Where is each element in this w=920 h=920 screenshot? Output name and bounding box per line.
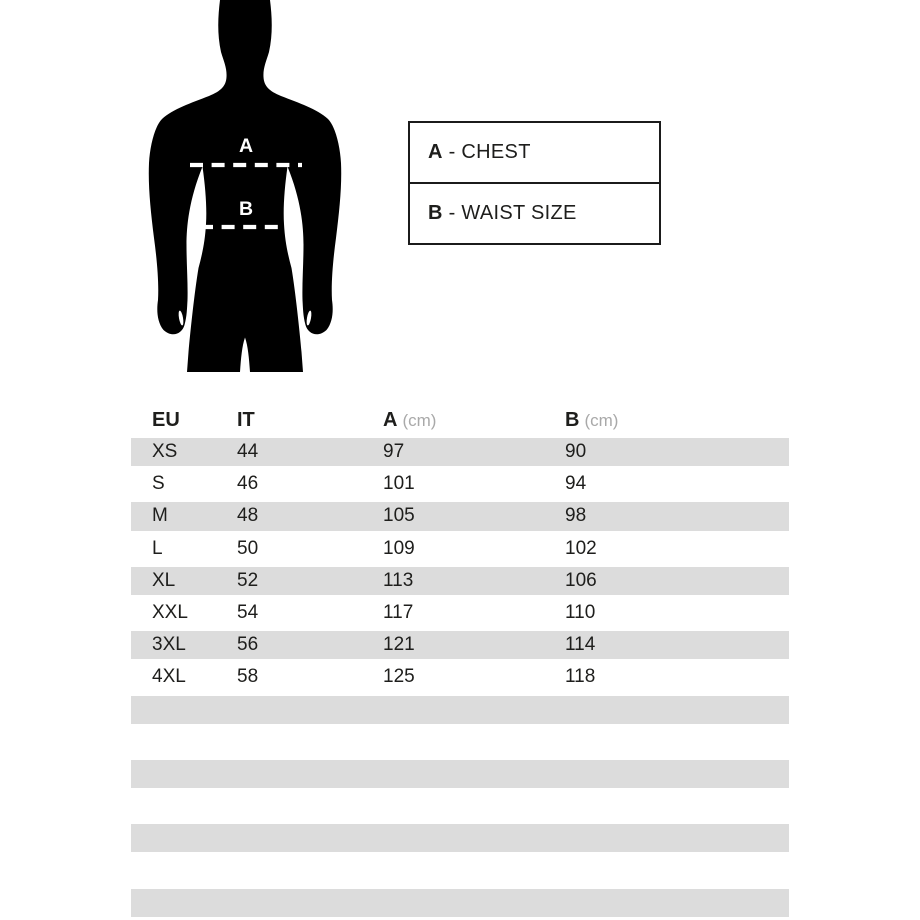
cell-eu: XXL	[152, 602, 188, 624]
measurement-legend	[408, 121, 661, 245]
header-cell-b-cm	[544, 409, 789, 432]
header-label: IT	[237, 409, 255, 431]
empty-row	[131, 854, 789, 886]
cell-b: 102	[565, 537, 597, 559]
empty-row	[131, 726, 789, 758]
cell-eu: 4XL	[152, 666, 186, 688]
header-cell-eu	[131, 409, 216, 432]
cell-b: 90	[565, 441, 587, 463]
legend-item-chest	[410, 123, 659, 182]
cell-it: 52	[237, 569, 259, 591]
header-label: EU	[152, 409, 180, 431]
size-row-xs	[131, 436, 789, 468]
cell-a: 105	[383, 505, 415, 527]
cell-it: 50	[237, 537, 259, 559]
size-row-l	[131, 533, 789, 565]
size-row-xl	[131, 565, 789, 597]
empty-row	[131, 758, 789, 790]
empty-row	[131, 887, 789, 919]
size-table	[131, 405, 789, 919]
figure-label-b: B	[238, 198, 254, 220]
cell-a: 121	[383, 634, 415, 656]
male-silhouette-figure	[140, 0, 350, 375]
cell-it: 46	[237, 473, 259, 495]
cell-it: 54	[237, 602, 259, 624]
cell-eu: 3XL	[152, 634, 186, 656]
cell-eu: L	[152, 537, 163, 559]
cell-it: 58	[237, 666, 259, 688]
cell-eu: XS	[152, 441, 178, 463]
cell-it: 56	[237, 634, 259, 656]
cell-a: 113	[383, 569, 414, 591]
size-row-s	[131, 468, 789, 500]
cell-a: 125	[383, 666, 415, 688]
legend-label-chest: - CHEST	[442, 141, 531, 163]
cell-it: 44	[237, 441, 259, 463]
legend-key-a: A	[428, 141, 443, 163]
cell-a: 117	[383, 602, 414, 624]
cell-a: 109	[383, 537, 415, 559]
empty-row	[131, 822, 789, 854]
cell-it: 48	[237, 505, 259, 527]
size-table-body	[131, 436, 789, 919]
legend-key-b: B	[428, 202, 443, 224]
header-label: B	[565, 409, 580, 431]
empty-row	[131, 694, 789, 726]
silhouette-half-path	[245, 0, 341, 372]
size-row-xxl	[131, 597, 789, 629]
cell-a: 101	[383, 473, 415, 495]
cell-b: 106	[565, 569, 597, 591]
legend-item-waist	[410, 182, 659, 243]
size-row-3xl	[131, 629, 789, 661]
cell-a: 97	[383, 441, 405, 463]
header-unit: (cm)	[584, 411, 619, 430]
header-unit: (cm)	[402, 411, 437, 430]
cell-b: 118	[565, 666, 596, 688]
size-row-4xl	[131, 661, 789, 693]
legend-label-waist: - WAIST SIZE	[442, 202, 577, 224]
header-label: A	[383, 409, 398, 431]
figure-label-a: A	[238, 135, 254, 157]
cell-b: 94	[565, 473, 587, 495]
cell-eu: M	[152, 505, 168, 527]
header-cell-it	[216, 409, 362, 432]
cell-b: 98	[565, 505, 587, 527]
cell-b: 114	[565, 634, 596, 656]
size-row-m	[131, 500, 789, 532]
size-table-header	[131, 405, 789, 436]
cell-eu: S	[152, 473, 165, 495]
cell-eu: XL	[152, 569, 176, 591]
empty-row	[131, 790, 789, 822]
cell-b: 110	[565, 602, 596, 624]
header-cell-a-cm	[362, 409, 544, 432]
